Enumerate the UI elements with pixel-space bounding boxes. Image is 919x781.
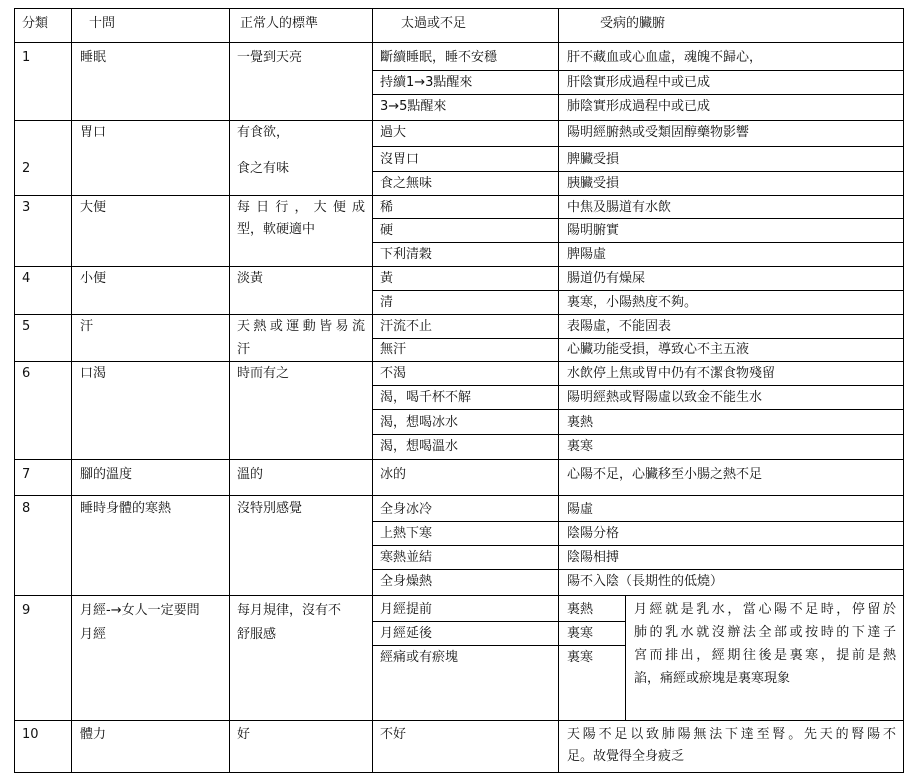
cause-cell: 脾陽虛: [567, 247, 607, 262]
symptom-cell: 不好: [380, 727, 407, 742]
col-divider-1: [71, 8, 72, 773]
symptom-cell: 渴，喝千杯不解: [380, 390, 472, 405]
menstruation-note-line: 宮而排出，經期往後是裏寒，提前是熱: [634, 648, 896, 663]
cause-cell: 中焦及腸道有水飲: [567, 200, 672, 215]
row-number: 1: [22, 50, 31, 65]
cause-cell: 陽虛: [567, 502, 594, 517]
cause-cell: 裏熱: [567, 415, 594, 430]
row-normal-line: 舒服感: [237, 627, 277, 642]
row-normal: 時而有之: [237, 366, 290, 381]
header-organ: 受病的臟腑: [600, 16, 666, 31]
cause-cell: 肺陰實形成過程中或已成: [567, 99, 711, 114]
cause-cell: 心陽不足，心臟移至小腸之熱不足: [567, 467, 763, 482]
row-number: 7: [22, 467, 31, 482]
symptom-cell: 冰的: [380, 467, 407, 482]
header-excess: 太過或不足: [401, 16, 467, 31]
row-line-header: [14, 42, 904, 43]
row-line-7: [14, 495, 904, 496]
table-border-right: [903, 8, 904, 773]
cause-cell: 心臟功能受損，導致心不主五液: [567, 342, 750, 357]
cause-cell: 裏寒: [567, 650, 594, 665]
header-question: 十問: [89, 16, 116, 31]
row-normal-line: 汗: [237, 342, 251, 357]
row-number: 4: [22, 271, 31, 286]
symptom-cell: 食之無味: [380, 176, 433, 191]
row-line-4: [14, 314, 904, 315]
symptom-cell: 不渴: [380, 366, 407, 381]
symptom-cell: 經痛或有瘀塊: [380, 650, 459, 665]
cause-cell: 陽明腑實: [567, 223, 620, 238]
cause-cell: 肝不藏血或心血虛，魂魄不歸心，: [567, 50, 763, 65]
cause-cell: 腸道仍有燥屎: [567, 271, 646, 286]
symptom-cell: 清: [380, 295, 394, 310]
col-divider-3: [372, 8, 373, 773]
row-line-1: [14, 120, 904, 121]
sub-line: [372, 434, 904, 435]
row-normal-line: 每月規律，沒有不: [237, 603, 342, 618]
row-question-line: 月經: [80, 627, 107, 642]
cause-cell: 胰臟受損: [567, 176, 620, 191]
cause-cell: 表陽虛，不能固表: [567, 319, 672, 334]
cause-cell: 陰陽相搏: [567, 550, 620, 565]
cause-cell: 陽不入陰（長期性的低燒）: [567, 574, 724, 589]
table-border-bottom: [14, 772, 904, 773]
row-line-3: [14, 266, 904, 267]
col-divider-2: [229, 8, 230, 773]
cause-cell: 陽明經腑熱或受類固醇藥物影響: [567, 125, 750, 140]
symptom-cell: 月經延後: [380, 626, 433, 641]
symptom-cell: 渴，想喝溫水: [380, 439, 459, 454]
menstruation-note-line: 肺的乳水就沒辦法全部或按時的下達子: [634, 625, 896, 640]
sub-line: [372, 290, 904, 291]
sub-line: [372, 545, 904, 546]
cause-cell: 陰陽分格: [567, 526, 620, 541]
row-line-2: [14, 195, 904, 196]
menstruation-note-line: 月經就是乳水，當心陽不足時，停留於: [634, 602, 896, 617]
symptom-cell: 渴，想喝冰水: [380, 415, 459, 430]
row-normal-line: 有食欲，: [237, 125, 290, 140]
menstruation-note-line: 諂，痛經或瘀塊是裏寒現象: [634, 671, 791, 686]
cause-cell: 裏寒，小陽熱度不夠。: [567, 295, 698, 310]
sub-line: [372, 338, 904, 339]
row-number: 3: [22, 200, 31, 215]
sub-line: [372, 70, 904, 71]
sub-line: [372, 409, 904, 410]
symptom-cell: 無汗: [380, 342, 407, 357]
row-number: 8: [22, 501, 31, 516]
symptom-cell: 月經提前: [380, 602, 433, 617]
row-normal-line: 型，軟硬適中: [237, 222, 316, 237]
row-normal: 一覺到天亮: [237, 50, 303, 65]
symptom-cell: 下利清穀: [380, 247, 433, 262]
cause-cell-line: 天陽不足以致肺陽無法下達至腎。先天的腎陽不: [567, 727, 896, 742]
header-normal: 正常人的標準: [240, 16, 319, 31]
row-number: 9: [22, 603, 31, 618]
symptom-cell: 稀: [380, 200, 394, 215]
cause-cell: 脾臟受損: [567, 152, 620, 167]
sub-line: [372, 94, 904, 95]
sub-line: [372, 385, 904, 386]
row-question: 汗: [80, 319, 94, 334]
row-normal: 淡黃: [237, 271, 264, 286]
row-number: 6: [22, 366, 31, 381]
row-question: 腳的溫度: [80, 467, 133, 482]
row-question: 睡時身體的寒熱: [80, 501, 172, 516]
cause-cell: 裏寒: [567, 626, 594, 641]
row-question: 口渴: [80, 366, 107, 381]
cause-cell: 裏熱: [567, 602, 594, 617]
sub-line: [372, 521, 904, 522]
row-normal-line: 每日行，大便成: [237, 200, 365, 215]
row-number: 2: [22, 161, 31, 176]
sub-line: [372, 218, 904, 219]
row-normal: 溫的: [237, 467, 264, 482]
symptom-cell: 過大: [380, 125, 407, 140]
cause-cell: 水飲停上焦或胃中仍有不潔食物殘留: [567, 366, 776, 381]
row-question: 胃口: [80, 125, 107, 140]
sub-line: [372, 146, 904, 147]
sub-line: [372, 621, 625, 622]
sub-line: [372, 242, 904, 243]
cause-cell: 裏寒: [567, 439, 594, 454]
header-category: 分類: [22, 16, 49, 31]
symptom-cell: 硬: [380, 223, 394, 238]
symptom-cell: 寒熱並結: [380, 550, 433, 565]
cause-cell: 陽明經熱或腎陽虛以致金不能生水: [567, 390, 763, 405]
row-number: 5: [22, 319, 31, 334]
row-normal-line: 天熱或運動皆易流: [237, 319, 365, 334]
row-question: 體力: [80, 727, 107, 742]
cause-cell-line: 足。故覺得全身疲乏: [567, 749, 685, 764]
row-normal-line: 食之有味: [237, 161, 290, 176]
row-normal: 沒特別感覺: [237, 501, 303, 516]
row-line-8: [14, 595, 904, 596]
symptom-cell: 斷續睡眠，睡不安穩: [380, 50, 498, 65]
sub-line: [372, 171, 904, 172]
row-question: 大便: [80, 200, 107, 215]
symptom-cell: 全身冰冷: [380, 502, 433, 517]
cause-cell: 肝陰實形成過程中或已成: [567, 75, 711, 90]
symptom-cell: 持續1→3點醒來: [380, 75, 473, 90]
sub-line: [372, 569, 904, 570]
sub-line: [372, 645, 625, 646]
symptom-cell: 沒胃口: [380, 152, 420, 167]
row-line-5: [14, 361, 904, 362]
table-border-top: [14, 8, 904, 9]
symptom-cell: 全身燥熱: [380, 574, 433, 589]
month-cause-divider: [625, 595, 626, 721]
row-number: 10: [22, 727, 39, 742]
row-line-6: [14, 459, 904, 460]
symptom-cell: 3→5點醒來: [380, 99, 447, 114]
col-divider-4: [558, 8, 559, 773]
symptom-cell: 汗流不止: [380, 319, 433, 334]
symptom-cell: 上熱下寒: [380, 526, 433, 541]
row-normal: 好: [237, 727, 251, 742]
row-question: 睡眠: [80, 50, 107, 65]
symptom-cell: 黃: [380, 271, 394, 286]
row-question-line: 月經-→女人一定要問: [80, 603, 200, 618]
row-question: 小便: [80, 271, 107, 286]
table-border-left: [14, 8, 15, 773]
row-line-9: [14, 720, 904, 721]
